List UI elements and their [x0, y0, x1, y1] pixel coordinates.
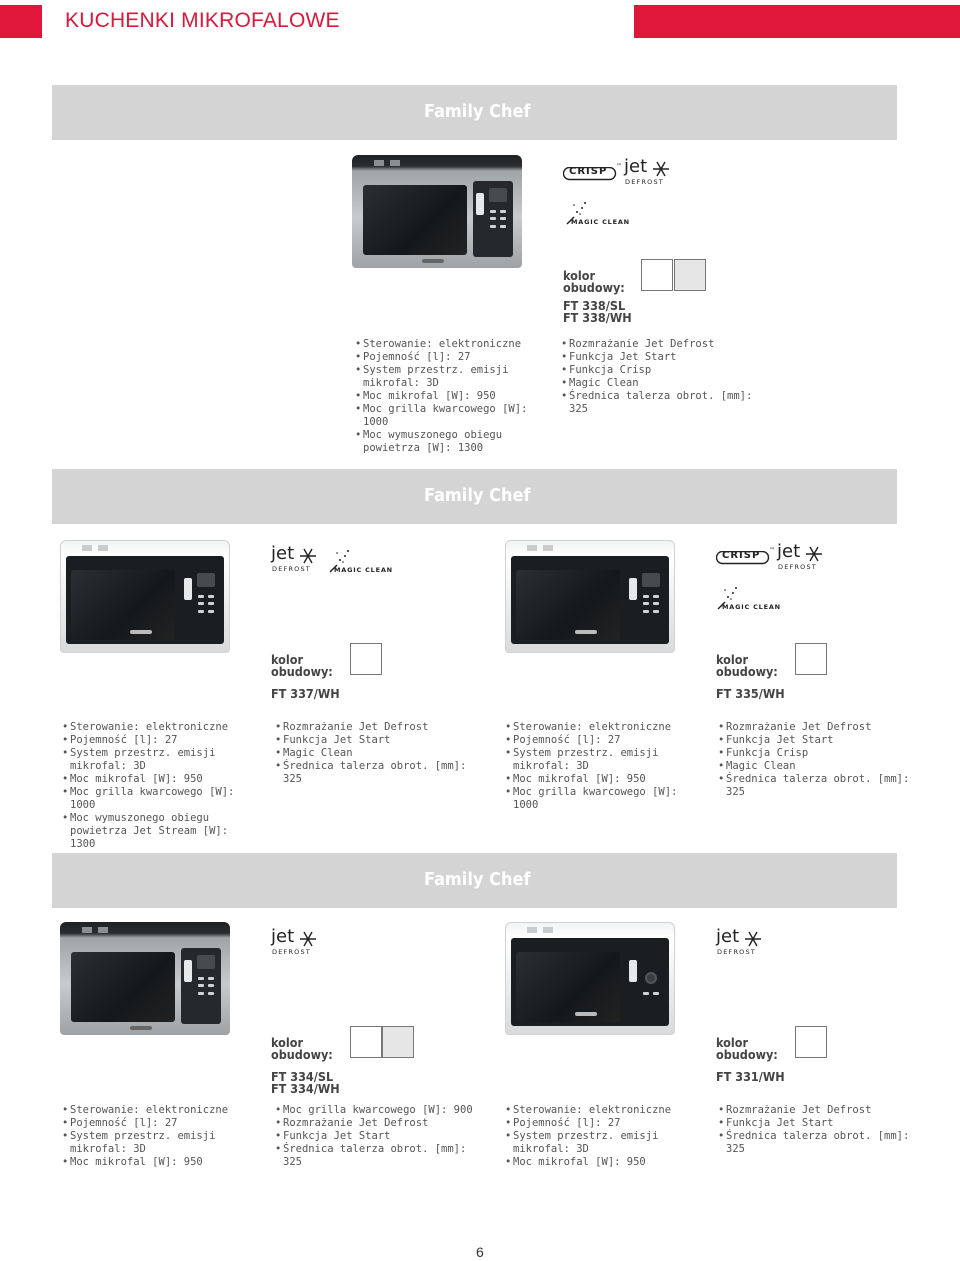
product-image-ft331 — [505, 922, 675, 1035]
feature-item: • Funkcja Jet Start — [275, 734, 475, 747]
feature-item: • Rozmrażanie Jet Defrost — [718, 1104, 918, 1117]
spec-item: • Pojemność [l]: 27 — [505, 1117, 705, 1130]
feature-item: • Średnica talerza obrot. [mm]: 325 — [275, 1143, 475, 1169]
feature-item: • Funkcja Jet Start — [561, 351, 761, 364]
crisp-logo: CRISP ™ — [563, 166, 623, 180]
feature-item: • Rozmrażanie Jet Defrost — [561, 338, 761, 351]
spec-item: • Sterowanie: elektroniczne — [62, 1104, 257, 1117]
spec-item: • System przestrz. emisji mikrofal: 3D — [62, 1130, 257, 1156]
feature-item: • Średnica talerza obrot. [mm]: 325 — [561, 390, 761, 416]
feature-item: • Funkcja Crisp — [718, 747, 918, 760]
spec-item: • Pojemność [l]: 27 — [62, 1117, 257, 1130]
product-image-ft334 — [60, 922, 230, 1035]
feature-item: • Funkcja Crisp — [561, 364, 761, 377]
spec-item: • Moc wymuszonego obiegu powietrza [W]: 1300 — [355, 429, 550, 455]
spark-icon — [651, 160, 671, 178]
jet-defrost-logo: jet DEFROST — [777, 543, 829, 573]
spec-item: • Moc mikrofal [W]: 950 — [355, 390, 550, 403]
model-number: FT 335/WH — [716, 686, 785, 701]
spec-item: • Moc grilla kwarcowego [W]: 1000 — [505, 786, 705, 812]
model-number: FT 331/WH — [716, 1069, 785, 1084]
magic-clean-logo: MAGIC CLEAN — [328, 548, 403, 574]
product-image-ft337 — [60, 540, 230, 653]
feature-item: • Rozmrażanie Jet Defrost — [718, 721, 918, 734]
header-bar-right — [634, 5, 960, 38]
feature-item: • Magic Clean — [275, 747, 475, 760]
section-title: Family Chef — [424, 101, 531, 122]
color-label: kolor obudowy: — [271, 652, 333, 679]
feature-item: • Średnica talerza obrot. [mm]: 325 — [275, 760, 475, 786]
swatch-silver — [350, 1026, 382, 1058]
spec-item: • Pojemność [l]: 27 — [505, 734, 705, 747]
header-bar-left — [0, 5, 42, 38]
feature-list — [561, 338, 761, 416]
magic-clean-logo: MAGIC CLEAN — [565, 200, 640, 226]
page-title: KUCHENKI MIKROFALOWE — [65, 9, 340, 32]
magic-clean-logo: MAGIC CLEAN — [716, 585, 791, 611]
feature-item: • Magic Clean — [718, 760, 918, 773]
spark-icon — [298, 930, 318, 948]
spec-list — [505, 1104, 705, 1169]
feature-list — [275, 721, 475, 786]
feature-list — [718, 721, 918, 799]
jet-defrost-logo: jet DEFROST — [624, 158, 676, 188]
feature-item: • Średnica talerza obrot. [mm]: 325 — [718, 773, 918, 799]
spec-item: • System przestrz. emisji mikrofal: 3D — [505, 747, 705, 773]
spec-item: • Sterowanie: elektroniczne — [62, 721, 257, 734]
swatch-white — [674, 259, 706, 291]
crisp-logo: CRISP ™ — [716, 550, 776, 564]
spec-item: • Moc mikrofal [W]: 950 — [62, 1156, 257, 1169]
color-label: kolor obudowy: — [716, 1035, 778, 1062]
feature-item: • Moc grilla kwarcowego [W]: 900 — [275, 1104, 475, 1117]
jet-defrost-logo: jet DEFROST — [271, 545, 323, 575]
color-label: kolor obudowy: — [271, 1035, 333, 1062]
product-image-ft338 — [352, 155, 522, 268]
spec-item: • Sterowanie: elektroniczne — [505, 721, 705, 734]
spec-item: • Sterowanie: elektroniczne — [505, 1104, 705, 1117]
feature-item: • Rozmrażanie Jet Defrost — [275, 1117, 475, 1130]
model-number: FT 334/SL — [271, 1069, 334, 1084]
product-image-ft335 — [505, 540, 675, 653]
spec-item: • System przestrz. emisji mikrofal: 3D — [62, 747, 257, 773]
jet-defrost-logo: jet DEFROST — [716, 928, 768, 958]
spec-item: • Moc mikrofal [W]: 950 — [505, 1156, 705, 1169]
spec-list — [62, 1104, 257, 1169]
spark-icon — [298, 547, 318, 565]
spec-item: • Moc grilla kwarcowego [W]: 1000 — [355, 403, 550, 429]
spec-item: • Moc mikrofal [W]: 950 — [505, 773, 705, 786]
spec-item: • Pojemność [l]: 27 — [355, 351, 550, 364]
spark-icon — [804, 545, 824, 563]
model-number: FT 334/WH — [271, 1081, 340, 1096]
feature-item: • Średnica talerza obrot. [mm]: 325 — [718, 1130, 918, 1156]
section-title: Family Chef — [424, 485, 531, 506]
spec-list — [505, 721, 705, 812]
feature-item: • Funkcja Jet Start — [275, 1130, 475, 1143]
spec-item: • Moc grilla kwarcowego [W]: 1000 — [62, 786, 257, 812]
spec-item: • Sterowanie: elektroniczne — [355, 338, 550, 351]
page-number: 6 — [476, 1244, 484, 1260]
section-band — [52, 85, 897, 140]
model-number: FT 338/SL — [563, 298, 626, 313]
feature-item: • Funkcja Jet Start — [718, 734, 918, 747]
feature-item: • Funkcja Jet Start — [718, 1117, 918, 1130]
color-label: kolor obudowy: — [716, 652, 778, 679]
swatch-silver — [641, 259, 673, 291]
feature-item: • Rozmrażanie Jet Defrost — [275, 721, 475, 734]
feature-list — [275, 1104, 475, 1169]
section-title: Family Chef — [424, 869, 531, 890]
model-number: FT 338/WH — [563, 310, 632, 325]
spec-item: • Moc mikrofal [W]: 950 — [62, 773, 257, 786]
color-label: kolor obudowy: — [563, 268, 625, 295]
spec-item: • System przestrz. emisji mikrofal: 3D — [505, 1130, 705, 1156]
spec-item: • Moc wymuszonego obiegu powietrza Jet Stream [W]: 1300 — [62, 812, 257, 851]
spec-list — [62, 721, 257, 851]
swatch-white — [382, 1026, 414, 1058]
section-band — [52, 853, 897, 908]
swatch-white — [795, 1026, 827, 1058]
feature-list — [718, 1104, 918, 1156]
spark-icon — [743, 930, 763, 948]
swatch-white — [350, 643, 382, 675]
spec-item: • Pojemność [l]: 27 — [62, 734, 257, 747]
jet-defrost-logo: jet DEFROST — [271, 928, 323, 958]
section-band — [52, 469, 897, 524]
swatch-white — [795, 643, 827, 675]
feature-item: • Magic Clean — [561, 377, 761, 390]
spec-item: • System przestrz. emisji mikrofal: 3D — [355, 364, 550, 390]
spec-list — [355, 338, 550, 455]
model-number: FT 337/WH — [271, 686, 340, 701]
